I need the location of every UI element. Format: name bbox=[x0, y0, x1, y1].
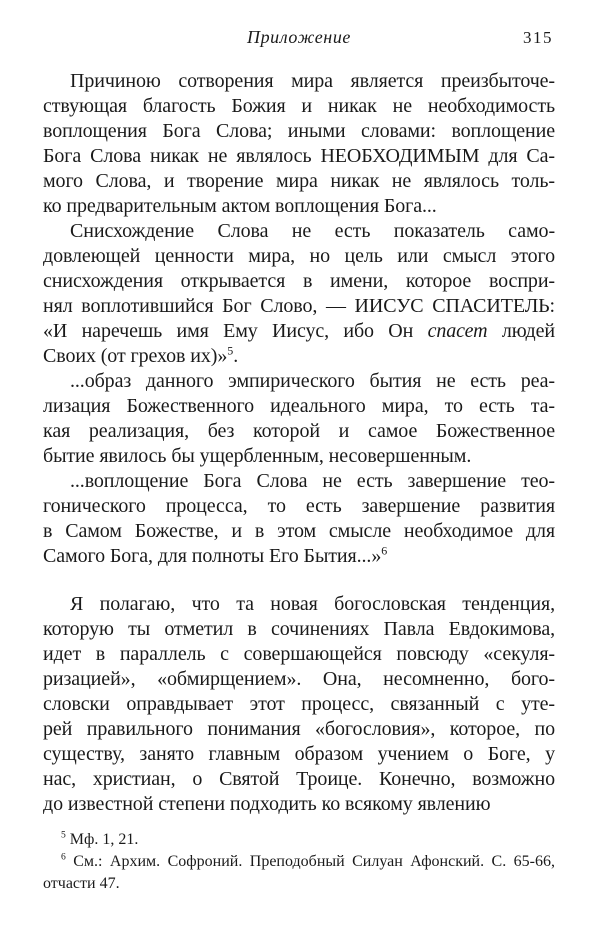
page-body bbox=[43, 69, 555, 895]
paragraph-2: Снисхождение Слова не есть показатель само- довлеющей ценности мира, но цель или смысл этого снисхождения открывается в имени, которое воспри- нял воплотившийся Бог Слово, — ИИСУС СПАСИТЕЛЬ: «И наречешь имя Ему Иисус, ибо Он спасет людей Своих (от грехов их)»$^5$. bbox=[43, 220, 556, 367]
paragraph-5: Я полагаю, что та новая богословская тенденция, которую ты отметил в сочинениях Павла Евдокимова, идет в параллель с совершающейся повсюду «секуля- ризацией», «обмирщением». Она, несомненно, бого- словски оправдывает этот процесс, связанный с уте- рей правильного понимания «богословия», которое, по существу, занято главным образом учением о Боге, у нас, христиан, о Святой Троице. Конечно, возможно до известной степени подходить ко всякому явлению bbox=[43, 593, 555, 815]
paragraph-3: ...образ данного эмпирического бытия не есть реа- лизация Божественного идеального мира, то есть та- кая реализация, без которой и самое Божественное бытие явилось бы ущербленным, несовершенным. bbox=[43, 370, 555, 467]
page-header bbox=[43, 27, 555, 51]
paragraph-1: Причиною сотворения мира является преизбыточе- ствующая благость Божия и никак не необходимость воплощения Бога Слова; иными словами: воплощение Бога Слова никак не являлось НЕОБХОДИМЫМ для Са- мого Слова, и творение мира никак не являлось толь- ко предварительным актом воплощения Бога... bbox=[43, 70, 555, 217]
page-number: 315 bbox=[523, 28, 553, 47]
paragraph-4: ...воплощение Бога Слова не есть завершение тео- гонического процесса, то есть завершение развития в Самом Божестве, и в этом смысле необходимое для Самого Бога, для полноты Его Бытия...»$^6$ bbox=[43, 470, 555, 567]
running-title: Приложение bbox=[246, 27, 352, 47]
footnote-5: $^5$ Мф. 1, 21. bbox=[61, 829, 139, 848]
footnotes-block bbox=[43, 829, 555, 895]
footnote-6: $^6$ См.: Архим. Софроний. Преподобный Силуан Афонский. С. 65-66, отчасти 47. bbox=[43, 851, 555, 892]
